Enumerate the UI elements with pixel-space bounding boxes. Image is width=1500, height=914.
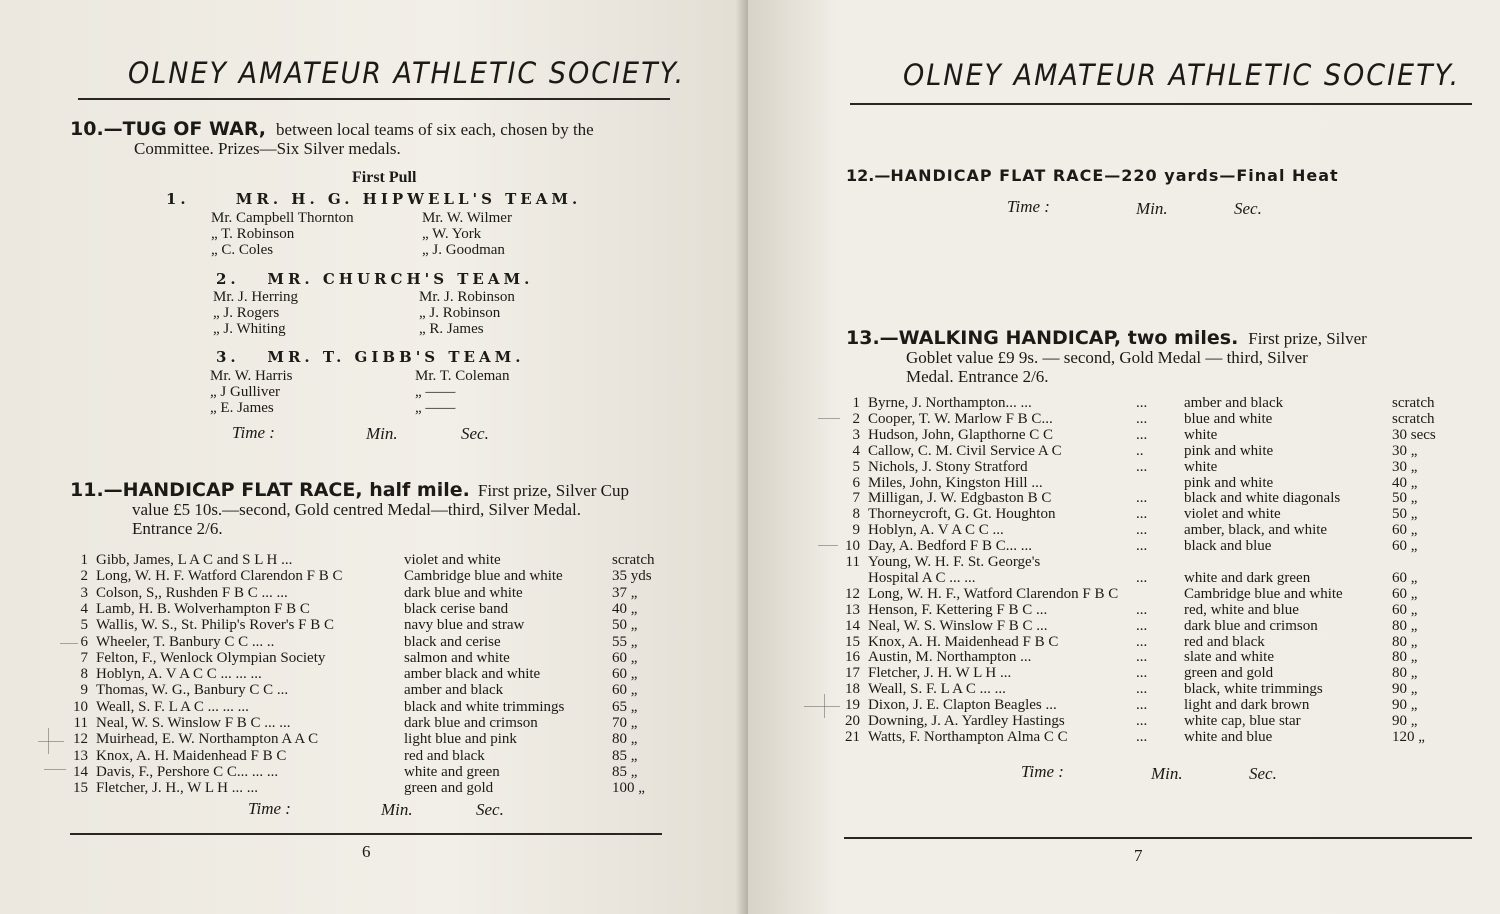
- entry-colours: pink and white: [1184, 474, 1274, 491]
- team-members-col2: [422, 210, 512, 258]
- entry-colours: white and blue: [1184, 728, 1273, 745]
- entry-handicap: 85 „: [612, 747, 638, 764]
- event-number: 12.—: [846, 166, 891, 185]
- table-row: [748, 602, 1500, 618]
- team-member: „ J. Whiting: [213, 321, 286, 337]
- entry-handicap: 90 „: [1392, 681, 1418, 698]
- entry-handicap: 70 „: [612, 715, 638, 731]
- entry-colours: black, white trimmings: [1184, 681, 1323, 698]
- entry-handicap: 60 „: [612, 682, 638, 699]
- entry-handicap: 65 „: [612, 698, 638, 715]
- entry-name: Hudson, John, Glapthorne C C: [868, 426, 1053, 443]
- event-10-heading: [70, 118, 594, 140]
- entry-handicap: 60 „: [1392, 569, 1418, 586]
- entry-dots: ...: [1136, 681, 1148, 698]
- event-number: 11.—: [70, 479, 123, 501]
- entry-dots: ...: [1136, 395, 1148, 411]
- team-member: „ E. James: [210, 400, 274, 416]
- table-row: [748, 697, 1500, 713]
- entry-number: 9: [80, 682, 88, 699]
- entry-name: Colson, S,, Rushden F B C ... ...: [96, 584, 288, 601]
- table-row: [748, 681, 1500, 697]
- team-member: „ ——: [415, 384, 456, 400]
- entry-number: 4: [80, 600, 88, 617]
- team-member: „ J Gulliver: [210, 384, 280, 400]
- table-row: [0, 601, 748, 617]
- entry-colours: Cambridge blue and white: [1184, 585, 1343, 602]
- table-row: [748, 729, 1500, 745]
- entry-handicap: 40 „: [612, 600, 638, 617]
- entry-handicap: 90 „: [1392, 697, 1418, 714]
- entry-colours: black and cerise: [404, 633, 501, 650]
- team-member: „ C. Coles: [211, 242, 274, 258]
- entry-number: 14: [73, 763, 88, 780]
- team-member: „ J. Goodman: [422, 242, 505, 258]
- table-row: [0, 666, 748, 682]
- entry-handicap: scratch: [612, 552, 655, 568]
- entry-handicap: 60 „: [1392, 538, 1418, 555]
- min-label: Min.: [1151, 764, 1183, 783]
- event-description: Entrance 2/6.: [132, 519, 223, 538]
- team-members-col1: [213, 289, 298, 337]
- entry-number: 7: [80, 649, 88, 666]
- entry-number: 7: [852, 490, 860, 507]
- right-page: [748, 0, 1500, 914]
- entry-number: 16: [845, 649, 860, 666]
- entry-name: Long, W. H. F., Watford Clarendon F B C: [868, 585, 1119, 602]
- entry-name: Thomas, W. G., Banbury C C ...: [96, 682, 289, 699]
- sec-label: Sec.: [461, 424, 489, 443]
- entry-number: 1: [852, 395, 860, 411]
- entry-name: Watts, F. Northampton Alma C C: [868, 728, 1068, 745]
- entry-number: 5: [852, 458, 860, 475]
- entry-dots: ...: [1136, 410, 1148, 427]
- entry-name: Nichols, J. Stony Stratford: [868, 458, 1028, 475]
- table-row: [0, 585, 748, 601]
- entry-number: 5: [80, 617, 88, 634]
- table-row: [748, 538, 1500, 554]
- table-row: [748, 475, 1500, 491]
- event-number: 10.—: [70, 118, 123, 140]
- entry-handicap: 85 „: [612, 763, 638, 780]
- entry-name: Young, W. H. F. St. George's: [868, 554, 1041, 570]
- entry-name: Fletcher, J. H. W L H ...: [868, 665, 1012, 682]
- sec-label: Sec.: [476, 800, 504, 819]
- entry-colours: dark blue and crimson: [1184, 617, 1318, 634]
- entry-name: Wallis, W. S., St. Philip's Rover's F B C: [96, 617, 335, 634]
- time-label: Time :: [1021, 762, 1064, 781]
- entry-colours: amber and black: [1184, 395, 1284, 411]
- entry-handicap: 80 „: [1392, 617, 1418, 634]
- table-row: [748, 570, 1500, 586]
- entry-colours: white: [1184, 426, 1218, 443]
- entry-colours: red, white and blue: [1184, 601, 1299, 618]
- table-row: [0, 764, 748, 780]
- entry-colours: dark blue and white: [404, 584, 523, 601]
- entry-name: Austin, M. Northampton ...: [868, 649, 1032, 666]
- entry-name: Neal, W. S. Winslow F B C ...: [868, 617, 1048, 634]
- entry-number: 8: [852, 506, 860, 523]
- event-11-heading: [70, 479, 629, 501]
- entry-handicap: 35 yds: [612, 568, 652, 585]
- team-member: „ T. Robinson: [211, 226, 295, 242]
- entry-dots: ...: [1136, 665, 1148, 682]
- entry-handicap: 30 secs: [1392, 426, 1436, 443]
- entry-colours: black and white trimmings: [404, 698, 565, 715]
- entry-colours: black and white diagonals: [1184, 490, 1341, 507]
- entry-name: Henson, F. Kettering F B C ...: [868, 601, 1048, 618]
- event-description: Committee. Prizes—Six Silver medals.: [134, 139, 401, 158]
- team-name: MR. CHURCH'S TEAM.: [267, 270, 534, 288]
- table-row: [0, 650, 748, 666]
- event-title: WALKING HANDICAP, two miles.: [898, 327, 1239, 349]
- entry-handicap: 60 „: [1392, 522, 1418, 539]
- table-row: [748, 618, 1500, 634]
- entry-dots: ...: [1136, 697, 1148, 714]
- entry-number: 11: [845, 554, 860, 570]
- team-name: MR. T. GIBB'S TEAM.: [267, 348, 525, 366]
- pencil-mark: [818, 545, 838, 546]
- entry-handicap: 50 „: [1392, 490, 1418, 507]
- table-row: [0, 748, 748, 764]
- table-row: [748, 665, 1500, 681]
- table-row: [748, 411, 1500, 427]
- table-row: [748, 506, 1500, 522]
- entry-handicap: 80 „: [612, 731, 638, 748]
- entry-handicap: scratch: [1392, 410, 1435, 427]
- event-13-heading: [846, 327, 1367, 349]
- entry-number: 2: [80, 568, 88, 585]
- table-row: [0, 699, 748, 715]
- entry-handicap: 60 „: [612, 649, 638, 666]
- entry-handicap: 30 „: [1392, 458, 1418, 475]
- table-row: [748, 395, 1500, 411]
- header-rule: [78, 98, 670, 100]
- team-members-col1: [210, 368, 293, 416]
- table-row: [0, 715, 748, 731]
- table-row: [0, 617, 748, 633]
- team-heading: [216, 348, 524, 366]
- event-description: First prize, Silver: [1248, 329, 1367, 348]
- entry-number: 9: [852, 522, 860, 539]
- entry-name: Muirhead, E. W. Northampton A A C: [96, 731, 319, 748]
- event-title: HANDICAP FLAT RACE—220 yards—Final Heat: [890, 166, 1339, 185]
- entry-name: Downing, J. A. Yardley Hastings: [868, 713, 1065, 729]
- table-row: [0, 552, 748, 568]
- entry-name: Cooper, T. W. Marlow F B C...: [868, 410, 1053, 427]
- entry-dots: ...: [1136, 506, 1148, 523]
- team-member: „ W. York: [422, 226, 482, 242]
- time-label: Time :: [248, 799, 291, 818]
- min-label: Min.: [1136, 199, 1168, 218]
- entry-dots: ...: [1136, 601, 1148, 618]
- event-description: Goblet value £9 9s. — second, Gold Medal — third, Silver: [906, 348, 1308, 367]
- event-title: TUG OF WAR,: [122, 118, 267, 140]
- entry-colours: slate and white: [1184, 649, 1274, 666]
- entry-colours: green and gold: [404, 780, 494, 797]
- entry-colours: violet and white: [1184, 506, 1281, 523]
- entry-handicap: 40 „: [1392, 474, 1418, 491]
- entry-number: 6: [80, 633, 88, 650]
- first-pull-label: First Pull: [352, 169, 417, 186]
- entry-name: Milligan, J. W. Edgbaston B C: [868, 490, 1052, 507]
- entry-name: Weall, S. F. L A C ... ... ...: [96, 698, 249, 715]
- entry-colours: black and blue: [1184, 538, 1272, 555]
- entry-number: 12: [73, 731, 88, 748]
- entry-handicap: 60 „: [1392, 585, 1418, 602]
- pencil-mark: [818, 418, 840, 419]
- pencil-mark: [824, 694, 825, 718]
- event-description: between local teams of six each, chosen by the: [276, 120, 594, 139]
- entry-number: 8: [80, 666, 88, 683]
- table-row: [748, 713, 1500, 729]
- entry-colours: red and black: [404, 747, 485, 764]
- event-description: Medal. Entrance 2/6.: [906, 367, 1049, 386]
- team-member: Mr. T. Coleman: [415, 368, 510, 384]
- page-number: 6: [362, 842, 371, 861]
- entry-colours: amber black and white: [404, 666, 541, 683]
- entry-colours: red and black: [1184, 633, 1265, 650]
- entry-dots: ...: [1136, 522, 1148, 539]
- pencil-mark: [60, 643, 78, 644]
- entry-number: 19: [845, 697, 860, 714]
- event-description: First prize, Silver Cup: [477, 481, 629, 500]
- entry-number: 3: [852, 426, 860, 443]
- entry-handicap: 60 „: [612, 666, 638, 683]
- entry-dots: ..: [1136, 442, 1144, 459]
- team-member: Mr. J. Robinson: [419, 289, 515, 305]
- team-member: „ J. Rogers: [213, 305, 280, 321]
- header-rule: [850, 103, 1472, 105]
- table-row: [748, 427, 1500, 443]
- entry-name: Thorneycroft, G. Gt. Houghton: [868, 506, 1056, 523]
- entry-handicap: 55 „: [612, 633, 638, 650]
- entry-colours: salmon and white: [404, 649, 510, 666]
- entry-colours: black cerise band: [404, 600, 509, 617]
- team-member: „ R. James: [419, 321, 484, 337]
- entry-dots: ...: [1136, 713, 1148, 729]
- entry-number: 11: [73, 715, 88, 731]
- table-row: [0, 731, 748, 747]
- team-members-col2: [415, 368, 509, 416]
- entry-number: 15: [845, 633, 860, 650]
- entry-colours: white: [1184, 458, 1218, 475]
- entry-handicap: 80 „: [1392, 633, 1418, 650]
- entry-number: 12: [845, 585, 860, 602]
- entry-colours: violet and white: [404, 552, 501, 568]
- entry-number: 20: [845, 713, 860, 729]
- entry-colours: white cap, blue star: [1184, 713, 1301, 729]
- entry-dots: ...: [1136, 633, 1148, 650]
- entry-name: Weall, S. F. L A C ... ...: [868, 681, 1006, 698]
- entry-dots: ...: [1136, 617, 1148, 634]
- left-page: [0, 0, 748, 914]
- entry-name: Byrne, J. Northampton... ...: [868, 395, 1032, 411]
- page-number: 7: [1134, 846, 1143, 865]
- entry-name: Long, W. H. F. Watford Clarendon F B C: [96, 568, 343, 585]
- entry-handicap: 50 „: [612, 617, 638, 634]
- entry-name: Knox, A. H. Maidenhead F B C: [96, 747, 287, 764]
- entry-colours: light and dark brown: [1184, 697, 1310, 714]
- entry-handicap: 80 „: [1392, 649, 1418, 666]
- entry-number: 6: [852, 474, 860, 491]
- pencil-mark: [38, 741, 64, 742]
- event-12-heading: [846, 166, 1339, 186]
- entry-handicap: 90 „: [1392, 713, 1418, 729]
- team-number: 2.: [216, 270, 240, 288]
- entry-number: 13: [845, 601, 860, 618]
- entry-number: 2: [852, 410, 860, 427]
- table-row: [0, 568, 748, 584]
- entry-number: 10: [845, 538, 860, 555]
- team-number: 1.: [166, 190, 190, 208]
- entry-number: 18: [845, 681, 860, 698]
- table-row: [748, 554, 1500, 570]
- entry-dots: ...: [1136, 649, 1148, 666]
- pencil-mark: [44, 769, 66, 770]
- sec-label: Sec.: [1249, 764, 1277, 783]
- team-member: „ J. Robinson: [419, 305, 501, 321]
- entry-handicap: 100 „: [612, 780, 645, 797]
- entry-name: Lamb, H. B. Wolverhampton F B C: [96, 600, 310, 617]
- entry-handicap: 30 „: [1392, 442, 1418, 459]
- entry-colours: dark blue and crimson: [404, 715, 538, 731]
- entry-number: 14: [845, 617, 860, 634]
- table-row: [748, 649, 1500, 665]
- team-number: 3.: [216, 348, 240, 366]
- table-row: [748, 490, 1500, 506]
- entry-colours: pink and white: [1184, 442, 1274, 459]
- entry-colours: navy blue and straw: [404, 617, 525, 634]
- entry-number: 21: [845, 728, 860, 745]
- entry-handicap: 50 „: [1392, 506, 1418, 523]
- table-row: [748, 459, 1500, 475]
- entry-name: Miles, John, Kingston Hill ...: [868, 474, 1043, 491]
- entry-handicap: 60 „: [1392, 601, 1418, 618]
- entry-name: Hoblyn, A. V A C C ...: [868, 522, 1004, 539]
- entry-name: Davis, F., Pershore C C... ... ...: [96, 763, 279, 780]
- event-number: 13.—: [846, 327, 899, 349]
- entry-colours: green and gold: [1184, 665, 1274, 682]
- entry-handicap: 80 „: [1392, 665, 1418, 682]
- entry-name: Knox, A. H. Maidenhead F B C: [868, 633, 1059, 650]
- pencil-mark: [804, 706, 840, 707]
- entry-number: 10: [73, 698, 88, 715]
- entry-dots: ...: [1136, 426, 1148, 443]
- entry-dots: ...: [1136, 490, 1148, 507]
- entry-handicap: 120 „: [1392, 728, 1425, 745]
- entry-dots: ...: [1136, 728, 1148, 745]
- pencil-mark: [48, 728, 49, 754]
- event-title: HANDICAP FLAT RACE, half mile.: [122, 479, 470, 501]
- entry-name: Neal, W. S. Winslow F B C ... ...: [96, 715, 291, 731]
- entry-name: Felton, F., Wenlock Olympian Society: [96, 649, 326, 666]
- event-description: value £5 10s.—second, Gold centred Medal—third, Silver Medal.: [132, 500, 581, 519]
- entry-colours: white and green: [404, 763, 500, 780]
- page-header: OLNEY AMATEUR ATHLETIC SOCIETY.: [903, 58, 1461, 93]
- table-row: [0, 682, 748, 698]
- entry-handicap: 37 „: [612, 584, 638, 601]
- table-row: [0, 634, 748, 650]
- team-heading: [216, 270, 533, 288]
- entry-name: Hoblyn, A. V A C C ... ... ...: [96, 666, 262, 683]
- entry-colours: light blue and pink: [404, 731, 517, 748]
- entry-name: Callow, C. M. Civil Service A C: [868, 442, 1062, 459]
- entry-name: Fletcher, J. H., W L H ... ...: [96, 780, 259, 797]
- page-header: OLNEY AMATEUR ATHLETIC SOCIETY.: [128, 56, 686, 91]
- entry-number: 17: [845, 665, 860, 682]
- entry-number: 15: [73, 780, 88, 797]
- entry-name: Gibb, James, L A C and S L H ...: [96, 552, 293, 568]
- team-members-col2: [419, 289, 515, 337]
- table-row: [0, 780, 748, 796]
- entry-number: 13: [73, 747, 88, 764]
- table-row: [748, 522, 1500, 538]
- entry-name: Wheeler, T. Banbury C C ... ..: [96, 633, 275, 650]
- time-label: Time :: [1007, 197, 1050, 216]
- entry-handicap: scratch: [1392, 395, 1435, 411]
- entry-name: Hospital A C ... ...: [868, 569, 976, 586]
- entry-name: Day, A. Bedford F B C... ...: [868, 538, 1033, 555]
- entry-colours: white and dark green: [1184, 569, 1311, 586]
- entry-dots: ...: [1136, 538, 1148, 555]
- min-label: Min.: [381, 800, 413, 819]
- team-member: Mr. J. Herring: [213, 289, 298, 305]
- table-row: [748, 586, 1500, 602]
- entry-colours: Cambridge blue and white: [404, 568, 563, 585]
- table-row: [748, 634, 1500, 650]
- team-member: Mr. Campbell Thornton: [211, 210, 354, 226]
- time-label: Time :: [232, 423, 275, 442]
- team-member: „ ——: [415, 400, 456, 416]
- team-heading: [166, 190, 581, 208]
- entry-number: 1: [80, 552, 88, 568]
- team-name: MR. H. G. HIPWELL'S TEAM.: [235, 190, 582, 208]
- team-members-col1: [211, 210, 354, 258]
- table-row: [748, 443, 1500, 459]
- entry-number: 4: [852, 442, 860, 459]
- entry-dots: ...: [1136, 458, 1148, 475]
- entry-dots: ...: [1136, 569, 1148, 586]
- team-member: Mr. W. Wilmer: [422, 210, 512, 226]
- entry-name: Dixon, J. E. Clapton Beagles ...: [868, 697, 1057, 714]
- min-label: Min.: [366, 424, 398, 443]
- entry-number: 3: [80, 584, 88, 601]
- footer-rule: [70, 833, 662, 835]
- sec-label: Sec.: [1234, 199, 1262, 218]
- entry-colours: amber and black: [404, 682, 504, 699]
- team-member: Mr. W. Harris: [210, 368, 293, 384]
- entry-colours: amber, black, and white: [1184, 522, 1328, 539]
- entry-colours: blue and white: [1184, 410, 1273, 427]
- footer-rule: [844, 837, 1472, 839]
